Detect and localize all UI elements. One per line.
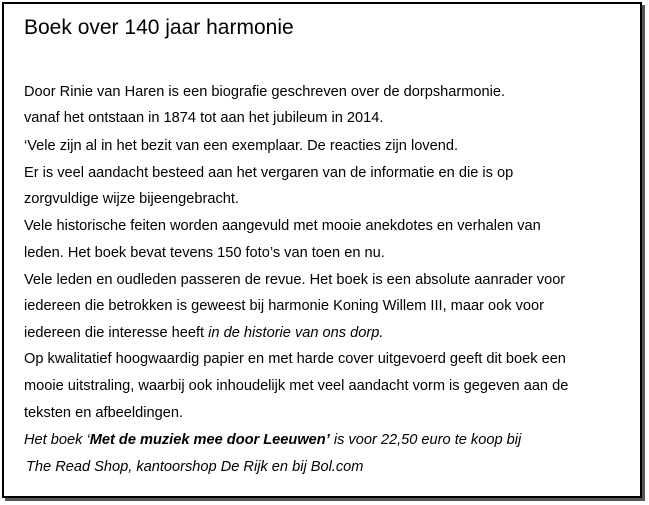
article-line-6: Vele historische feiten worden aangevuld met mooie anekdotes en verhalen van	[24, 218, 541, 234]
article-line-10	[24, 323, 383, 343]
article-line-7: leden. Het boek bevat tevens 150 foto’s van toen en nu.	[24, 245, 385, 261]
article-line-12: mooie uitstraling, waarbij ook inhoudelijk met veel aandacht vorm is gegeven aan de	[24, 378, 569, 394]
article-frame	[2, 2, 642, 498]
book-title: Met de muziek mee door Leeuwen’	[89, 432, 330, 448]
sale-suffix: is voor 22,50 euro te koop bij	[329, 432, 522, 448]
article-line-8: Vele leden en oudleden passeren de revue. Het boek is een absolute aanrader voor	[24, 272, 566, 288]
article-line-1: Door Rinie van Haren is een biografie geschreven over de dorpsharmonie.	[24, 84, 506, 100]
sale-line	[24, 430, 521, 450]
sale-shops: The Read Shop, kantoorshop De Rijk en bij Bol.com	[26, 459, 364, 475]
article-line-3: ‘Vele zijn al in het bezit van een exemplaar. De reacties zijn lovend.	[24, 138, 459, 154]
article-line-10-text: iedereen die interesse heeft	[24, 325, 209, 341]
article-line-5: zorgvuldige wijze bijeengebracht.	[24, 191, 239, 207]
sale-prefix: Het boek ‘	[24, 432, 90, 448]
article-line-2: vanaf het ontstaan in 1874 tot aan het jubileum in 2014.	[24, 110, 384, 126]
article-line-10-italic: in de historie van ons dorp.	[208, 325, 384, 341]
article-line-13: teksten en afbeeldingen.	[24, 405, 184, 421]
article-line-9: iedereen die betrokken is geweest bij harmonie Koning Willem III, maar ook voor	[24, 298, 544, 314]
article-line-4: Er is veel aandacht besteed aan het vergaren van de informatie en die is op	[24, 165, 514, 181]
article-title: Boek over 140 jaar harmonie	[24, 16, 294, 39]
article-line-11: Op kwalitatief hoogwaardig papier en met harde cover uitgevoerd geeft dit boek een	[24, 351, 566, 367]
